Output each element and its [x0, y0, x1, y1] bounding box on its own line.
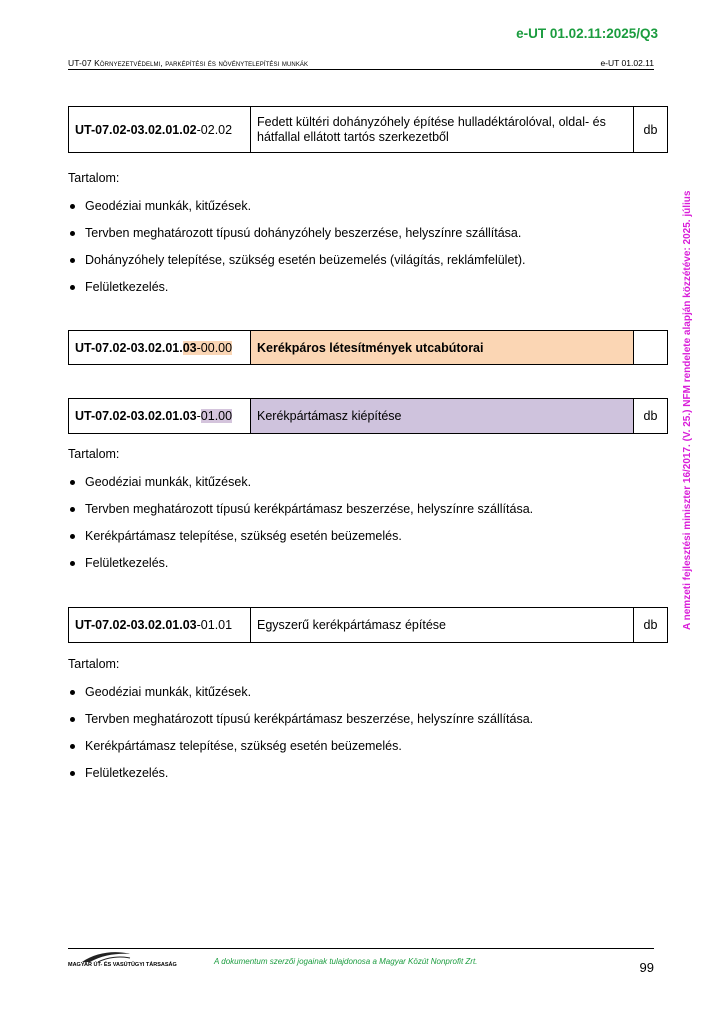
bullet-icon — [70, 690, 75, 695]
publication-note: A nemzeti fejlesztési miniszter 16/2017. (V. 25.) NFM rendelete alapján közzétéve: 2025. július — [682, 190, 693, 630]
list-item: Felületkezelés. — [68, 765, 648, 782]
content-label: Tartalom: — [68, 657, 120, 671]
item-code: UT-07.02-03.02.01.03-00.00 — [69, 331, 251, 365]
item-table-1 — [68, 106, 668, 153]
bullet-icon — [70, 258, 75, 263]
item-title: Kerékpártámasz kiépítése — [251, 399, 634, 434]
logo-text: MAGYAR ÚT- ÉS VASÚTÜGYI TÁRSASÁG — [68, 962, 177, 968]
content-list — [68, 684, 648, 782]
item-code: UT-07.02-03.02.01.03-01.00 — [69, 399, 251, 434]
list-item: Dohányzóhely telepítése, szükség esetén beüzemelés (világítás, reklámfelület). — [68, 252, 648, 269]
list-item: Tervben meghatározott típusú kerékpártámasz beszerzése, helyszínre szállítása. — [68, 711, 648, 728]
bullet-icon — [70, 744, 75, 749]
item-title: Kerékpáros létesítmények utcabútorai — [251, 331, 634, 365]
bullet-icon — [70, 561, 75, 566]
list-item: Felületkezelés. — [68, 279, 648, 296]
bullet-icon — [70, 771, 75, 776]
item-table-4 — [68, 607, 668, 643]
item-table-2 — [68, 330, 668, 365]
bullet-icon — [70, 480, 75, 485]
content-section-3 — [68, 447, 648, 582]
bullet-icon — [70, 231, 75, 236]
item-table-3 — [68, 398, 668, 434]
item-unit: db — [634, 608, 668, 643]
content-list — [68, 198, 648, 296]
content-section-4 — [68, 657, 648, 792]
list-item: Kerékpártámasz telepítése, szükség esetén beüzemelés. — [68, 528, 648, 545]
chapter-title: UT-07 Környezetvédelmi, parképítési és növénytelepítési munkák — [68, 58, 309, 68]
footer-divider — [68, 948, 654, 949]
document-code: e-UT 01.02.11:2025/Q3 — [516, 26, 658, 41]
bullet-icon — [70, 717, 75, 722]
item-title: Egyszerű kerékpártámasz építése — [251, 608, 634, 643]
list-item: Geodéziai munkák, kitűzések. — [68, 474, 648, 491]
bullet-icon — [70, 285, 75, 290]
item-unit: db — [634, 399, 668, 434]
list-item: Kerékpártámasz telepítése, szükség esetén beüzemelés. — [68, 738, 648, 755]
list-item: Geodéziai munkák, kitűzések. — [68, 684, 648, 701]
bullet-icon — [70, 204, 75, 209]
content-label: Tartalom: — [68, 171, 120, 185]
item-unit — [634, 331, 668, 365]
content-list — [68, 474, 648, 572]
list-item: Felületkezelés. — [68, 555, 648, 572]
item-title: Fedett kültéri dohányzóhely építése hulladéktárolóval, oldal- és hátfallal ellátott tartós szerkezetből — [251, 107, 634, 153]
item-unit: db — [634, 107, 668, 153]
bullet-icon — [70, 507, 75, 512]
copyright-note: A dokumentum szerzői jogainak tulajdonosa a Magyar Közút Nonprofit Zrt. — [214, 957, 478, 966]
content-section-1 — [68, 171, 648, 306]
header-divider — [68, 69, 654, 70]
item-code: UT-07.02-03.02.01.02-02.02 — [69, 107, 251, 153]
item-code: UT-07.02-03.02.01.03-01.01 — [69, 608, 251, 643]
society-logo — [68, 950, 177, 972]
header-code: e-UT 01.02.11 — [600, 58, 654, 68]
list-item: Tervben meghatározott típusú kerékpártámasz beszerzése, helyszínre szállítása. — [68, 501, 648, 518]
list-item: Tervben meghatározott típusú dohányzóhely beszerzése, helyszínre szállítása. — [68, 225, 648, 242]
page-number: 99 — [639, 960, 654, 975]
list-item: Geodéziai munkák, kitűzések. — [68, 198, 648, 215]
bullet-icon — [70, 534, 75, 539]
content-label: Tartalom: — [68, 447, 120, 461]
